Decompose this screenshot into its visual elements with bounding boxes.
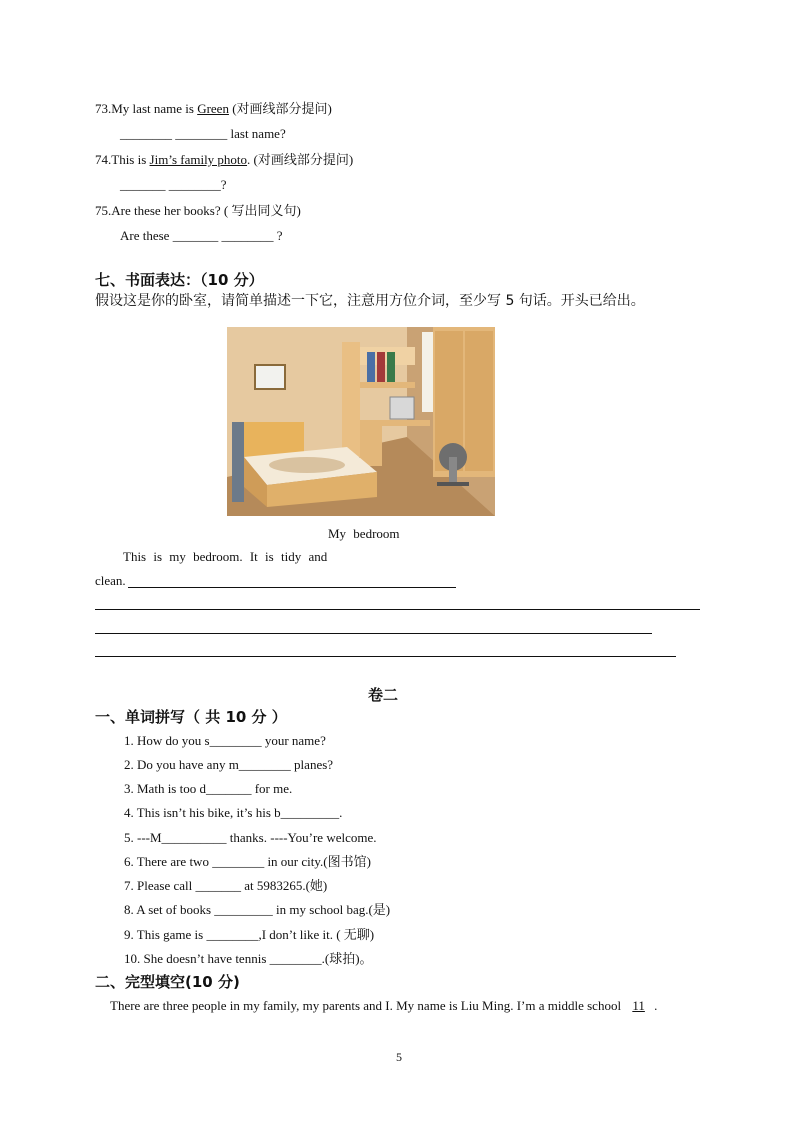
bedroom-photo [227, 327, 495, 516]
cloze-end: . [654, 998, 658, 1013]
q75-answer: Are these _______ ________ ? [120, 228, 283, 243]
cloze-text: There are three people in my family, my parents and I. My name is Liu Ming. I’m a middle school [110, 998, 622, 1013]
spelling-item: 7. Please call _______ at 5983265.(她) [124, 878, 328, 893]
spelling-item: 10. She doesn’t have tennis ________.(球拍)。 [124, 951, 373, 966]
spelling-item: 3. Math is too d_______ for me. [124, 781, 293, 796]
writing-start-line1: This is my bedroom. It is tidy and [123, 549, 328, 564]
spelling-item: 8. A set of books _________ in my school bag.(是) [124, 902, 391, 917]
writing-start-line2: clean. [95, 573, 126, 588]
q73-line [95, 101, 332, 117]
answer-line-1 [128, 587, 456, 588]
section2-heading: 二、完型填空(10 分) [95, 973, 240, 991]
q73-note: (对画线部分提问) [228, 101, 332, 116]
writing-heading: 七、书面表达：（10 分） [95, 271, 264, 289]
q74-underlined: Jim’s family photo [149, 152, 248, 167]
paper2-title: 卷二 [368, 686, 399, 704]
page-number: 5 [396, 1050, 402, 1064]
writing-instruction: 假设这是你的卧室，请简单描述一下它，注意用方位介词，至少写 5 句话。开头已给出。 [95, 293, 645, 309]
cloze-line [110, 998, 657, 1014]
cloze-blank: 11 [632, 998, 645, 1013]
spelling-item: 9. This game is ________,I don’t like it. ( 无聊) [124, 927, 375, 942]
q73-prefix: 73.My last name is [95, 101, 198, 116]
q74-prefix: 74.This is [95, 152, 150, 167]
q73-answer: ________ ________ last name? [120, 126, 286, 141]
spelling-item: 1. How do you s________ your name? [124, 733, 326, 748]
section1-heading: 一、单词拼写（ 共 10 分 ） [95, 708, 287, 726]
answer-line-3 [95, 633, 652, 634]
answer-line-4 [95, 656, 676, 657]
spelling-item: 4. This isn’t his bike, it’s his b_________. [124, 805, 343, 820]
q74-answer: _______ ________? [120, 177, 227, 192]
q73-underlined: Green [197, 101, 229, 116]
photo-caption: My bedroom [328, 526, 400, 541]
spelling-item: 6. There are two ________ in our city.(图书馆) [124, 854, 371, 869]
spelling-item: 2. Do you have any m________ planes? [124, 757, 334, 772]
q74-line [95, 152, 353, 168]
q75-text: 75.Are these her books? ( 写出同义句) [95, 203, 301, 218]
q74-note: . (对画线部分提问) [247, 152, 354, 167]
spelling-item: 5. ---M__________ thanks. ----You’re welcome. [124, 830, 377, 845]
answer-line-2 [95, 609, 700, 610]
